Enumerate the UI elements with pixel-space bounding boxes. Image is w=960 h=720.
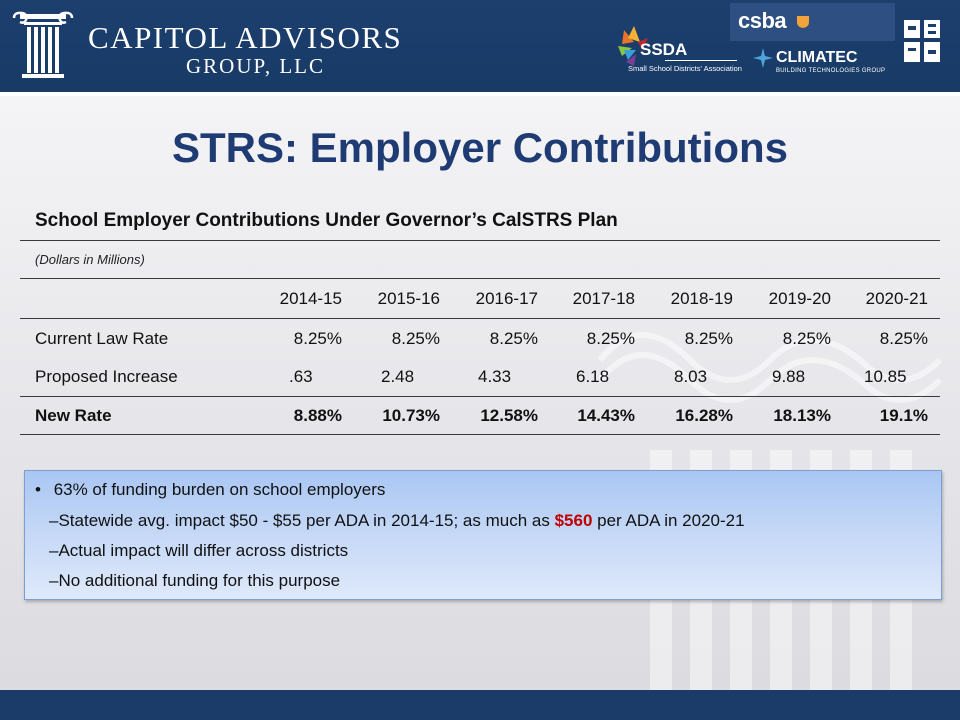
column-header: 2015-16 [377,289,440,308]
sub-bullet [49,571,340,591]
table-row [0,329,960,353]
table-cell: 8.25% [586,329,635,348]
footer-band [0,690,960,720]
table-cell: 4.33 [478,367,512,386]
table-row [0,367,960,391]
table-row-total [0,406,960,430]
table-cell: 10.85 [864,367,907,386]
header-band [0,0,960,92]
row-label: Proposed Increase [35,367,178,386]
table-cell: 16.28% [675,406,733,425]
table-cell: 8.25% [684,329,733,348]
table-cell: 8.25% [782,329,831,348]
table-title: School Employer Contributions Under Governor’s CalSTRS Plan [35,210,618,231]
key-points-box [24,470,942,600]
table-cell: 6.18 [576,367,610,386]
sub-bullet-text: –Actual impact will differ across districts [49,541,349,560]
table-cell: 8.88% [293,406,342,425]
table-cell: .63 [289,367,313,386]
column-header: 2019-20 [768,289,831,308]
table-cell: 8.03 [674,367,708,386]
climatec-name: CLIMATEC [776,49,858,66]
table-cell: 2.48 [381,367,415,386]
table-rule-header [20,318,940,319]
sub-bullet [49,511,745,531]
row-label: New Rate [35,406,112,425]
csba-shield-icon [796,15,810,29]
column-header: 2017-18 [572,289,635,308]
brand-name: CAPITOL ADVISORS [88,20,403,55]
acsa-logo-icon [904,20,940,62]
table-rule-total [20,396,940,397]
brand-subtitle: GROUP, LLC [186,54,326,78]
table-cell: 8.25% [489,329,538,348]
table-rule-bottom [20,434,940,435]
sub-bullet-text: per ADA in 2020-21 [592,511,745,530]
bullet-main [35,480,385,500]
ionic-column-logo-icon [12,10,74,82]
bullet-text: 63% of funding burden on school employers [53,480,386,499]
table-cell: 19.1% [879,406,928,425]
table-cell: 10.73% [382,406,440,425]
table-cell: 8.25% [879,329,928,348]
column-header: 2020-21 [865,289,928,308]
sub-bullet-text: –Statewide avg. impact $50 - $55 per ADA in 2014-15; as much as [49,511,555,530]
table-cell: 9.88 [772,367,806,386]
row-label: Current Law Rate [35,329,169,348]
table-header-row [0,289,960,313]
table-cell: 8.25% [293,329,342,348]
ssda-tagline: Small School Districts' Association [628,64,742,73]
sub-bullet-text: –No additional funding for this purpose [49,571,341,590]
climatec-tagline: BUILDING TECHNOLOGIES GROUP [776,68,886,74]
ssda-divider [665,60,737,61]
table-cell: 12.58% [480,406,538,425]
climatec-star-icon [752,47,774,69]
column-header: 2016-17 [475,289,538,308]
csba-name: csba [738,8,787,33]
sub-bullet [49,541,348,561]
table-rule-units [20,278,940,279]
table-cell: 14.43% [577,406,635,425]
bullet-dot-icon: • [35,480,41,499]
table-cell: 8.25% [391,329,440,348]
column-header: 2014-15 [279,289,342,308]
ssda-name: SSDA [640,40,688,59]
column-header: 2018-19 [670,289,733,308]
highlight-amount: $560 [554,511,593,530]
table-units-note: (Dollars in Millions) [35,252,145,267]
slide-title: STRS: Employer Contributions [171,124,788,171]
table-cell: 18.13% [773,406,831,425]
table-rule-top [20,240,940,241]
